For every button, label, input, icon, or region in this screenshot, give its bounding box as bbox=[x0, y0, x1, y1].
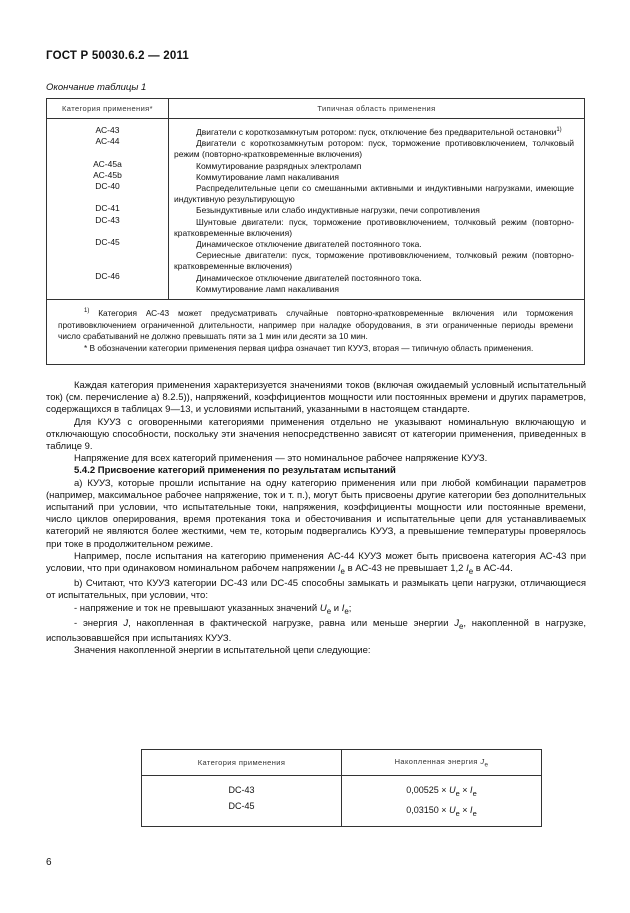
header-text: Накопленная энергия bbox=[394, 756, 478, 766]
paragraph-text: - напряжение и ток не превышают указанных значений bbox=[74, 602, 318, 614]
table-body-row bbox=[47, 119, 585, 300]
category-cell bbox=[142, 776, 342, 827]
footnote-ref: 1) bbox=[556, 127, 562, 133]
energy-formula bbox=[342, 782, 541, 802]
symbol-I: I bbox=[470, 785, 473, 795]
symbol-I: I bbox=[337, 563, 341, 575]
column-header-application: Типичная область применения bbox=[169, 99, 585, 119]
application-item: Динамическое отключение двигателей постоянного тока. bbox=[196, 239, 422, 250]
column-header-category: Категория применения bbox=[142, 750, 342, 776]
category-list bbox=[47, 119, 169, 300]
application-item: Коммутирование ламп накаливания bbox=[196, 283, 339, 294]
paragraph-text: в АС-44. bbox=[475, 563, 513, 575]
paragraph-text: - энергия bbox=[74, 617, 118, 629]
page-number: 6 bbox=[46, 857, 52, 868]
subscript-e: e bbox=[472, 788, 477, 798]
application-list bbox=[169, 119, 585, 300]
table-caption: Окончание таблицы 1 bbox=[46, 82, 147, 93]
application-item: Коммутирование ламп накаливания bbox=[196, 171, 339, 182]
category-value: DC-43 bbox=[228, 785, 255, 795]
paragraph: b) Считают, что КУУЗ категории DC-43 или DC-45 способны замыкать и размыкать цепи нагрузки, отличающиеся от испытательных, при условии, что: bbox=[46, 578, 586, 602]
application-categories-table bbox=[46, 98, 585, 365]
paragraph: а) КУУЗ, которые прошли испытание на одну категорию применения или при любой комбинации параметров (например, максимальное рабочее напряжение, ток и т. п.), могут быть присвоены другие категории без дополнительных испытаний при условии, что испытательные токи, напряжения, коэффициенты мощности или постоянные времени, число циклов оперирования, время протекания тока и обесточивания и испытательные цепи для устанавливаемых категорий не являются более жесткими, чем те, которым подвергались КУУЗ, а превышение температуры проверялось при токе в продолжительном режиме. bbox=[46, 477, 586, 550]
coefficient: 0,03150 × bbox=[406, 804, 447, 815]
footnote-asterisk: * В обозначении категории применения первая цифра означает тип КУУЗ, вторая — типичную область применения. bbox=[84, 342, 534, 353]
conjunction: и bbox=[333, 602, 340, 614]
stored-energy-table bbox=[141, 749, 542, 827]
symbol-U: U bbox=[319, 602, 327, 614]
times-sign: × bbox=[462, 785, 468, 795]
symbol-U: U bbox=[449, 804, 456, 815]
subscript-e: e bbox=[455, 808, 460, 818]
subscript-e: e bbox=[468, 566, 474, 576]
list-item bbox=[46, 603, 586, 618]
paragraph-text: Например, после испытания на категорию применения АС-44 КУУЗ может быть присвоена категория АС-43 при условии, что при одинаковом номинальном рабочем напряжении bbox=[46, 550, 586, 575]
section-heading: 5.4.2 Присвоение категорий применения по результатам испытаний bbox=[74, 465, 396, 477]
application-item: Безындуктивные или слабо индуктивные нагрузки, печи сопротивления bbox=[196, 205, 480, 216]
application-item: Динамическое отключение двигателей постоянного тока. bbox=[196, 272, 422, 283]
paragraph-text: , накопленная в фактической нагрузке, равна или меньше энергии bbox=[128, 617, 449, 629]
paragraph: Для КУУЗ с оговоренными категориями применения отдельно не указывают номинальную включающую и отключающую способности, поскольку эти значения непосредственно зависят от категории применения, приведенных в таблице 9. bbox=[46, 416, 586, 453]
paragraph: Значения накопленной энергии в испытательной цепи следующие: bbox=[74, 644, 371, 656]
symbol-I: I bbox=[341, 602, 345, 614]
subscript-e: e bbox=[455, 788, 460, 798]
subscript-e: e bbox=[484, 761, 489, 769]
table-header-row bbox=[47, 99, 585, 119]
paragraph-text: в АС-43 bbox=[347, 563, 382, 575]
table-header-row bbox=[142, 750, 542, 776]
paragraph: Напряжение для всех категорий применения — это номинальное рабочее напряжение КУУЗ. bbox=[74, 453, 488, 465]
application-item bbox=[174, 125, 574, 138]
coefficient: 0,00525 × bbox=[406, 785, 447, 795]
symbol-I: I bbox=[470, 804, 473, 815]
column-header-category: Категория применения* bbox=[47, 99, 169, 119]
table-notes bbox=[47, 300, 585, 365]
table-body-row bbox=[142, 776, 542, 827]
symbol-J: J bbox=[123, 617, 129, 629]
footnote-1-text: Категория АС-43 может предусматривать случайные повторно-кратковременные включения или торможения противовключением ограниченной длительности, например при наладке оборудования, в эти ограниченные периоды времени число срабатываний не должно превышать пяти за 1 мин или десяти за 10 мин. bbox=[58, 308, 573, 342]
symbol-J: J bbox=[454, 617, 459, 629]
symbol-J: J bbox=[480, 756, 485, 766]
column-header-energy bbox=[342, 750, 542, 776]
energy-formula bbox=[342, 802, 541, 822]
footnote-1 bbox=[58, 306, 573, 343]
list-item bbox=[46, 618, 586, 645]
symbol-I: I bbox=[466, 563, 469, 575]
subscript-e: e bbox=[472, 808, 477, 818]
times-sign: × bbox=[462, 804, 468, 815]
paragraph: Каждая категория применения характеризуется значениями токов (включая ожидаемый условный испытательный ток) (см. перечисление а) 8.2.5)), напряжений, коэффициентов мощности или постоянных времени и других параметров, содержащихся в таблицах 9—13, и условиями испытаний, указанными в настоящем стандарте. bbox=[46, 380, 586, 416]
application-text: Двигатели с короткозамкнутым ротором: пуск, отключение без предварительной остановки bbox=[196, 127, 557, 137]
energy-cell bbox=[342, 776, 542, 827]
document-header: ГОСТ Р 50030.6.2 — 2011 bbox=[46, 50, 190, 62]
application-item: Коммутирование разрядных электроламп bbox=[196, 160, 362, 171]
application-item: Шунтовые двигатели: пуск, торможение противовключением, толчковый режим (повторно-кратковременные включения) bbox=[174, 216, 574, 238]
symbol-U: U bbox=[449, 785, 456, 795]
subscript-e: e bbox=[340, 566, 345, 576]
application-item: Сериесные двигатели: пуск, торможение противовключением, толчковый режим (повторно-кратковременные включения) bbox=[174, 250, 574, 272]
table-notes-row bbox=[47, 300, 585, 365]
paragraph bbox=[46, 551, 586, 578]
category-value: DC-45 bbox=[228, 801, 255, 811]
subscript-e: e bbox=[344, 606, 349, 616]
application-item: Распределительные цепи со смешанными активными и индуктивными нагрузками, имеющие индуктивную результирующую bbox=[174, 183, 574, 205]
category-codes: АС-43 АС-44 АС-45а АС-45b DC-40 DC-41 DC-43 DC-45 DC-46 bbox=[93, 125, 122, 281]
paragraph-text: , накопленной в нагрузке, использовавшейся при испытаниях КУУЗ. bbox=[46, 617, 587, 644]
application-item: Двигатели с короткозамкнутым ротором: пуск, торможение противовключением, толчковый режим (повторно-кратковременные включения) bbox=[174, 138, 574, 160]
body-text bbox=[46, 380, 586, 657]
subscript-e: e bbox=[458, 621, 464, 631]
subscript-e: e bbox=[326, 606, 332, 616]
footnote-mark: 1) bbox=[84, 308, 90, 315]
paragraph-text: не превышает 1,2 bbox=[384, 563, 464, 575]
punctuation: ; bbox=[348, 602, 352, 614]
